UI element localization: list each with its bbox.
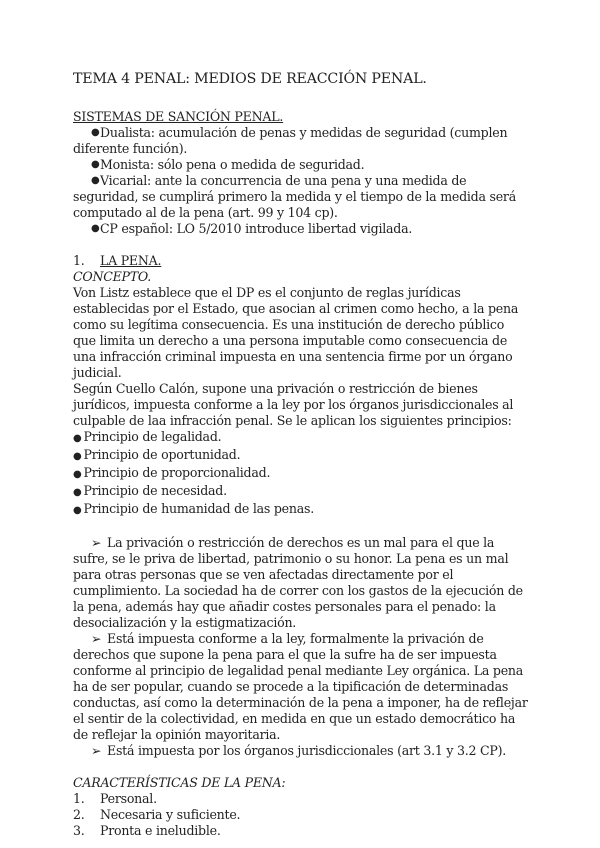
list-item xyxy=(73,253,528,269)
list-item xyxy=(73,173,528,221)
section-heading-pena: LA PENA. xyxy=(100,253,162,268)
list-item-text: Principio de oportunidad. xyxy=(83,447,241,462)
list-item xyxy=(73,429,528,447)
list-item-text: Monista: sólo pena o medida de seguridad. xyxy=(100,157,365,172)
list-item-text: Principio de humanidad de las penas. xyxy=(83,501,314,516)
bullet-icon: ● xyxy=(73,433,82,444)
list-item xyxy=(73,125,528,157)
bullet-icon: ● xyxy=(91,223,100,234)
caracteristicas-label: CARACTERÍSTICAS DE LA PENA: xyxy=(73,775,286,790)
list-number: 1. xyxy=(73,253,85,268)
list-item-text: Pronta e ineludible. xyxy=(100,823,221,838)
pena-heading-list xyxy=(73,253,528,269)
list-number: 2. xyxy=(73,807,85,822)
list-number: 3. xyxy=(73,823,85,838)
concepto-paragraph: Von Listz establece que el DP es el conjunto de reglas jurídicas establecidas por el Estado, que asocian al crimen como hecho, a la pena como su legítima consecuencia. Es una institución de derecho público que limita un derecho a una persona imputable como consecuencia de una infracción criminal impuesta en una sentencia firme por un órgano judicial. xyxy=(73,285,519,380)
arrow-paragraph xyxy=(73,535,528,631)
list-item xyxy=(73,465,528,483)
list-item xyxy=(73,791,528,807)
arrow-paragraph xyxy=(73,743,528,759)
list-item-text: Personal. xyxy=(100,791,157,806)
list-number: 1. xyxy=(73,791,85,806)
arrow-icon: ➢ xyxy=(91,743,102,758)
list-item xyxy=(73,157,528,173)
arrow-icon: ➢ xyxy=(91,631,102,646)
document-page xyxy=(73,70,528,839)
section-heading-sistemas: SISTEMAS DE SANCIÓN PENAL. xyxy=(73,109,284,124)
list-item xyxy=(73,807,528,823)
list-item xyxy=(73,501,528,519)
concepto-label: CONCEPTO. xyxy=(73,269,152,284)
list-item xyxy=(73,483,528,501)
list-item xyxy=(73,447,528,465)
list-item-text: CP español: LO 5/2010 introduce libertad vigilada. xyxy=(100,221,413,236)
arrow-paragraph-text: Está impuesta conforme a la ley, formalmente la privación de derechos que supone la pena para el que la sufre ha de ser impuesta conforme al principio de legalidad penal mediante Ley orgánica. La pena ha de ser popular, cuando se procede a la tipificación de determinadas conductas, así como la determinación de la pena a imponer, ha de reflejar el sentir de la colectividad, en medida en que un estado democrático ha de reflejar la opinión mayoritaria. xyxy=(73,631,528,742)
arrow-paragraph-text: La privación o restricción de derechos es un mal para el que la sufre, se le priva de libertad, patrimonio o su honor. La pena es un mal para otras personas que se ven afectadas directamente por el cumplimiento. La sociedad ha de correr con los gastos de la ejecución de la pena, además hay que añadir costes personales para el penado: la desocialización y la estigmatización. xyxy=(73,535,523,630)
bullet-icon: ● xyxy=(91,159,100,170)
concepto-paragraph: Según Cuello Calón, supone una privación o restricción de bienes jurídicos, impuesta conforme a la ley por los órganos jurisdiccionales al culpable de laa infracción penal. Se le aplican los siguientes principios: xyxy=(73,381,514,428)
list-item-text: Necesaria y suficiente. xyxy=(100,807,241,822)
principios-list xyxy=(73,429,528,519)
bullet-icon: ● xyxy=(91,127,100,138)
bullet-icon: ● xyxy=(91,175,100,186)
list-item-text: Principio de legalidad. xyxy=(83,429,222,444)
list-item xyxy=(73,823,528,839)
bullet-icon: ● xyxy=(73,451,82,462)
list-item-text: Principio de necesidad. xyxy=(83,483,227,498)
caracteristicas-list xyxy=(73,791,528,839)
arrow-icon: ➢ xyxy=(91,535,102,550)
bullet-icon: ● xyxy=(73,487,82,498)
bullet-icon: ● xyxy=(73,469,82,480)
list-item xyxy=(73,221,528,237)
arrow-paragraph-text: Está impuesta por los órganos jurisdiccionales (art 3.1 y 3.2 CP). xyxy=(107,743,507,758)
list-item-text: Vicarial: ante la concurrencia de una pena y una medida de seguridad, se cumplirá primero la medida y el tiempo de la medida será computado al de la pena (art. 99 y 104 cp). xyxy=(73,173,516,220)
arrow-paragraph xyxy=(73,631,528,743)
document-title: TEMA 4 PENAL: MEDIOS DE REACCIÓN PENAL. xyxy=(73,71,427,87)
sistemas-list xyxy=(73,125,528,237)
bullet-icon: ● xyxy=(73,505,82,516)
list-item-text: Dualista: acumulación de penas y medidas de seguridad (cumplen diferente función). xyxy=(73,125,508,156)
list-item-text: Principio de proporcionalidad. xyxy=(83,465,271,480)
